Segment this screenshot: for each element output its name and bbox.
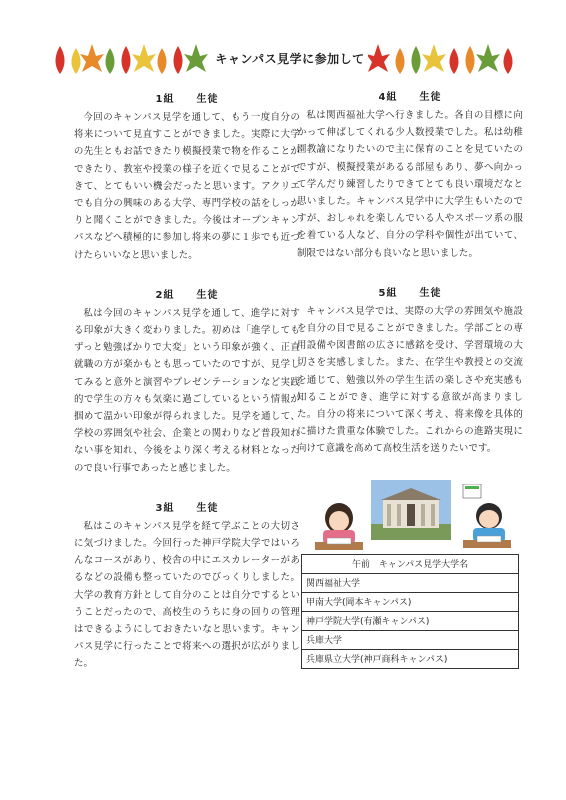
section-heading: 4組 生徒 xyxy=(378,92,442,103)
section-body: 私は今回のキャンパス見学を通して、進学に対する印象が大きく変わりました。初めは「進学してもずっと勉強ばかりで大変」という印象が強く、正直就職の方が楽かもとも思っていたのですが、見学してみると意外と演習やプレゼンテーションなど実践的で学生の方々も気楽に過ごしているという情報が掴めて温かい印象が得られました。見学を通して、学校の雰囲気や社会、企業との関わりなど普段知れない事を知れ、今後をより深く考える材料となったので良い行事であったと感じました。 xyxy=(74,307,300,474)
section-heading: 3組 生徒 xyxy=(155,502,219,514)
section-class-3 xyxy=(74,499,300,673)
section-body: 今回のキャンパス見学を通して、もう一度自分の将来について見直すことができました。実際に大学の先生ともお話できたり模擬授業で物を作ることができたり、教室や授業の様子を近くで見ることができて、とてもいい機会だったと思います。アクリエでも自分の興味のある大学、専門学校の話をしっかりと聞くことができました。今後はオープンキャンパスなどへ積極的に参加し将来の夢に１歩でも近づけたらいいなと思いました。 xyxy=(74,112,300,261)
section-class-1 xyxy=(74,90,300,264)
table-row: 関西福祉大学 xyxy=(302,573,519,592)
illustration-row xyxy=(297,480,523,552)
section-class-2 xyxy=(74,286,300,477)
section-class-4 xyxy=(297,88,523,262)
university-building-photo xyxy=(371,480,451,540)
student-girl-illustration xyxy=(311,498,367,552)
autumn-leaves-right-decoration xyxy=(368,40,518,80)
section-heading: 1組 生徒 xyxy=(155,94,219,105)
right-column xyxy=(297,88,523,669)
table-row: 兵庫大学 xyxy=(302,630,519,649)
section-body: 私は関西福祉大学へ行きました。各自の目標に向かって伸ばしてくれる少人数授業でした。私は幼稚園教諭になりたいので主に保育のことを見ていたのですが、模擬授業があるる部屋もあり、夢へ向かって学んだり練習したりできてとても良い環境だなと思いました。キャンパス見学中に大学生もいたのですが、おしゃれを楽しんでいる人やスポーツ系の服を着ている人など、自分の学科や個性が出ていて、制限ではない部分も良いなと思いました。 xyxy=(297,110,523,259)
table-header: 午前 キャンパス見学大学名 xyxy=(302,554,519,573)
header xyxy=(0,40,566,80)
leaf-garland-right xyxy=(368,40,518,80)
section-body: キャンパス見学では、実際の大学の雰囲気や施設を自分の目で見ることができました。学部ごとの専用設備や図書館の広さに感銘を受け、学習環境の大切さを実感しました。また、在学生や教授との交流を通じて、勉強以外の学生生活の楽しさや充実感も知ることができ、進学に対する意欲が高まりました。自分の将来について深く考え、将来像を具体的に描けた貴重な体験でした。これからの進路実現に向けて意識を高めて高校生活を送りたいです。 xyxy=(297,305,523,455)
table-row: 兵庫県立大学(神戸商科キャンパス) xyxy=(302,649,519,668)
table-row: 甲南大学(岡本キャンパス) xyxy=(302,592,519,611)
section-class-5 xyxy=(297,284,523,458)
university-list-table xyxy=(301,554,519,669)
page-title: キャンパス見学に参加して xyxy=(215,52,365,66)
student-boy-illustration xyxy=(457,484,515,552)
section-body: 私はこのキャンパス見学を経て学ぶことの大切さに気づけました。今回行った神戸学院大学ではいろんなコースがあり、校舎の中にエスカレーターがあるなどの設備も整っていたのでびっくりしました。大学の教育方針として自分のことは自分でするということだったので、高校生のうちに身の回りの管理はできるようにしておきたいなと思います。キャンパス見学に行ったことで将来への選択が広がりました。 xyxy=(74,520,300,670)
section-heading: 5組 生徒 xyxy=(378,287,442,299)
autumn-leaves-left-decoration xyxy=(52,40,212,80)
section-heading: 2組 生徒 xyxy=(155,289,219,301)
table-row: 神戸学院大学(有瀬キャンパス) xyxy=(302,611,519,630)
leaf-garland-left xyxy=(52,40,212,80)
left-column xyxy=(74,90,300,695)
